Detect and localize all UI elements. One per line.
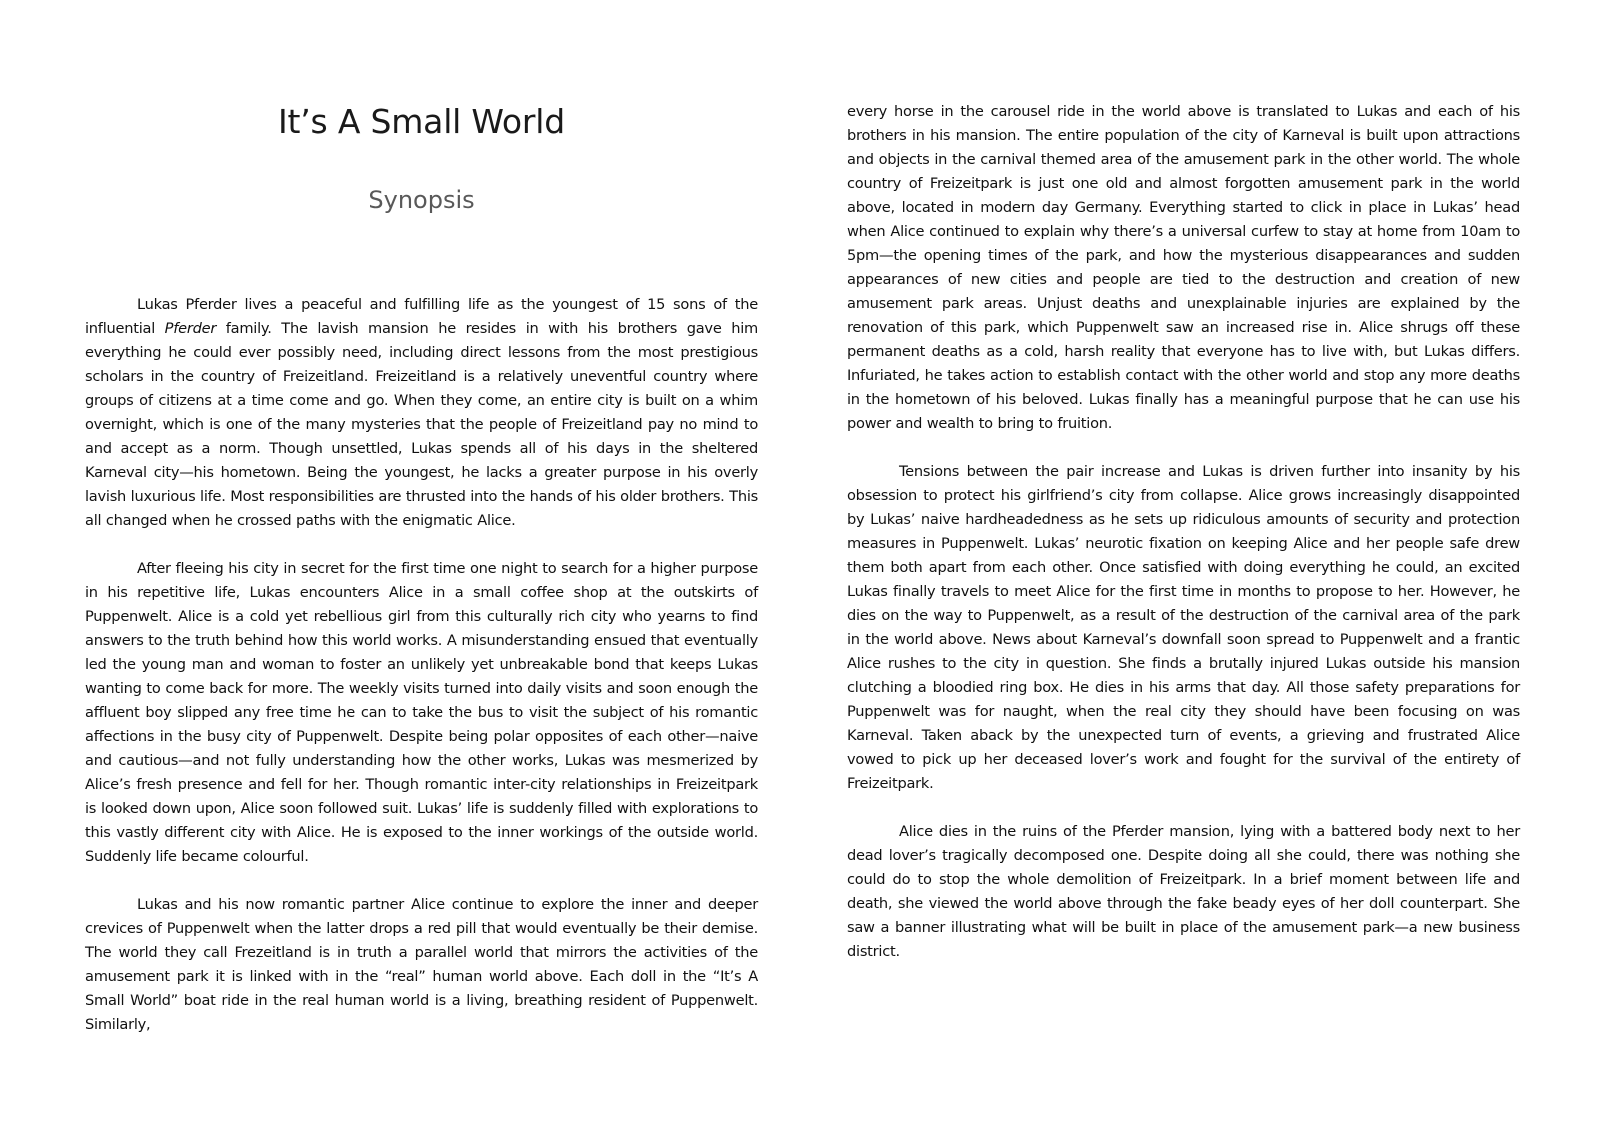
document-title: It’s A Small World [277,102,566,141]
family-name-emphasis: Pferder [164,320,217,337]
paragraph-text: Lukas Pferder lives a peaceful and fulfilling life as the youngest of 15 sons of the influential [85,296,758,337]
right-page [800,0,1600,1131]
paragraph-text: family. The lavish mansion he resides in with his brothers gave him everything he could ever possibly need, including direct lessons from the most prestigious scholars in the country of Freizeitland. Freizeitland is a relatively uneventful country where groups of citizens at a time come and go. When they come, an entire city is built on a whim overnight, which is one of the many mysteries that the people of Freizeitland pay no mind to and accept as a norm. Though unsettled, Lukas spends all of his days in the sheltered Karneval city—his hometown. Being the youngest, he lacks a greater purpose in his overly lavish luxurious life. Most responsibilities are thrusted into the hands of his older brothers. This all changed when he crossed paths with the enigmatic Alice. [85,320,758,529]
paragraph-continued: every horse in the carousel ride in the world above is translated to Lukas and each of his brothers in his mansion. The entire population of the city of Karneval is built upon attractions and objects in the carnival themed area of the amusement park in the other world. The whole country of Freizeitpark is just one old and almost forgotten amusement park in the world above, located in modern day Germany. Everything started to click in place in Lukas’ head when Alice continued to explain why there’s a universal curfew to stay at home from 10am to 5pm—the opening times of the park, and how the mysterious disappearances and sudden appearances of new cities and people are tied to the destruction and creation of new amusement park areas. Unjust deaths and unexplainable injuries are explained by the renovation of this park, which Puppenwelt saw an increased rise in. Alice shrugs off these permanent deaths as a cold, harsh reality that everyone has to live with, but Lukas differs. Infuriated, he takes action to establish contact with the other world and stop any more deaths in the hometown of his beloved. Lukas finally has a meaningful purpose that he can use his power and wealth to bring to fruition. [847,103,1520,432]
paragraph: Tensions between the pair increase and Lukas is driven further into insanity by his obsession to protect his girlfriend’s city from collapse. Alice grows increasingly disappointed by Lukas’ naive hardheadedness as he sets up ridiculous amounts of security and protection measures in Puppenwelt. Lukas’ neurotic fixation on keeping Alice and her people safe drew them both apart from each other. Once satisfied with doing everything he could, an excited Lukas finally travels to meet Alice for the first time in months to propose to her. However, he dies on the way to Puppenwelt, as a result of the destruction of the carnival area of the park in the world above. News about Karneval’s downfall soon spread to Puppenwelt and a frantic Alice rushes to the city in question. She finds a brutally injured Lukas outside his mansion clutching a bloodied ring box. He dies in his arms that day. All those safety preparations for Puppenwelt was for naught, when the real city they should have been focusing on was Karneval. Taken aback by the unexpected turn of events, a grieving and frustrated Alice vowed to pick up her deceased lover’s work and fought for the survival of the entirety of Freizeitpark. [847,463,1520,792]
paragraph: Lukas and his now romantic partner Alice continue to explore the inner and deeper crevices of Puppenwelt when the latter drops a red pill that would eventually be their demise. The world they call Frezeitland is in truth a parallel world that mirrors the activities of the amusement park it is linked with in the “real” human world above. Each doll in the “It’s A Small World” boat ride in the real human world is a living, breathing resident of Puppenwelt. Similarly, [85,896,758,1033]
document-subtitle: Synopsis [368,186,475,214]
paragraph: Alice dies in the ruins of the Pferder mansion, lying with a battered body next to her dead lover’s tragically decomposed one. Despite doing all she could, there was nothing she could do to stop the whole demolition of Freizeitpark. In a brief moment between life and death, she viewed the world above through the fake beady eyes of her doll counterpart. She saw a banner illustrating what will be built in place of the amusement park—a new business district. [847,823,1520,960]
paragraph: After fleeing his city in secret for the first time one night to search for a higher purpose in his repetitive life, Lukas encounters Alice in a small coffee shop at the outskirts of Puppenwelt. Alice is a cold yet rebellious girl from this culturally rich city who yearns to find answers to the truth behind how this world works. A misunderstanding ensued that eventually led the young man and woman to foster an unlikely yet unbreakable bond that keeps Lukas wanting to come back for more. The weekly visits turned into daily visits and soon enough the affluent boy slipped any free time he can to take the bus to visit the subject of his romantic affections in the busy city of Puppenwelt. Despite being polar opposites of each other—naive and cautious—and not fully understanding how the other works, Lukas was mesmerized by Alice’s fresh presence and fell for her. Though romantic inter-city relationships in Freizeitpark is looked down upon, Alice soon followed suit. Lukas’ life is suddenly filled with explorations to this vastly different city with Alice. He is exposed to the inner workings of the outside world. Suddenly life became colourful. [85,560,758,865]
right-column [847,100,1520,964]
left-column [85,293,758,1037]
paragraph [85,293,758,533]
